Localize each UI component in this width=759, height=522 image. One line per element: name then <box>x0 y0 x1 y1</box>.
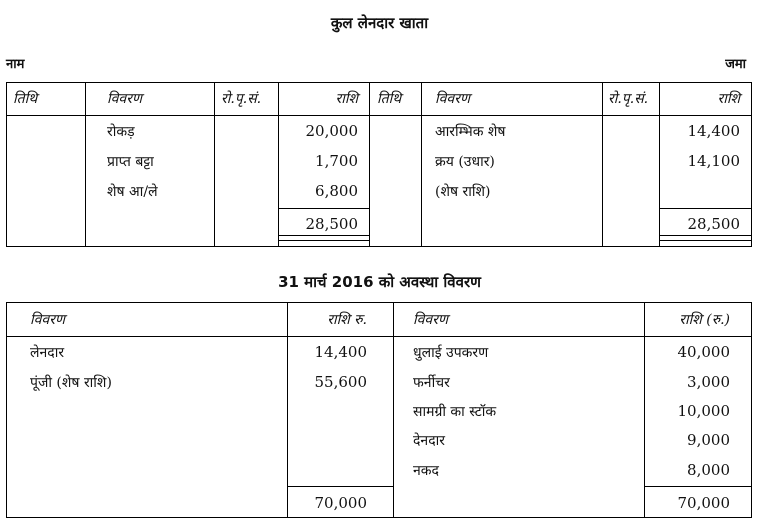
ledger-title: कुल लेनदार खाता <box>330 14 429 32</box>
assets-total: 70,000 <box>677 494 730 512</box>
header-date-credit: तिथि <box>377 91 402 107</box>
liability-amount: 14,400 <box>314 343 367 361</box>
credit-row-particulars: आरम्भिक शेष <box>435 124 506 140</box>
header-amount-credit: राशि <box>717 91 740 107</box>
debit-row-particulars: रोकड़ <box>107 124 135 140</box>
asset-amount: 8,000 <box>687 461 730 479</box>
debit-row-particulars: शेष आ/ले <box>107 184 158 200</box>
liability-particulars: पूंजी (शेष राशि) <box>30 375 112 391</box>
balance-sheet-title: 31 मार्च 2016 को अवस्था विवरण <box>278 273 481 291</box>
liabilities-total: 70,000 <box>314 494 367 512</box>
credit-row-particulars: (शेष राशि) <box>435 184 491 200</box>
header-liab-amount: राशि रु. <box>327 312 367 328</box>
asset-particulars: फर्नीचर <box>413 375 450 391</box>
debit-row-amount: 20,000 <box>305 122 358 140</box>
credit-row-amount: 14,100 <box>687 152 740 170</box>
debit-row-amount: 1,700 <box>315 152 358 170</box>
header-date-debit: तिथि <box>13 91 38 107</box>
header-folio-credit: रो.पृ.सं. <box>608 91 649 107</box>
asset-amount: 40,000 <box>677 343 730 361</box>
header-particulars-credit: विवरण <box>435 91 471 107</box>
asset-amount: 9,000 <box>687 431 730 449</box>
credit-row-amount: 14,400 <box>687 122 740 140</box>
header-amount-debit: राशि <box>335 91 358 107</box>
header-asset-amount: राशि (रु.) <box>679 312 730 328</box>
asset-particulars: सामग्री का स्टॉक <box>413 404 497 420</box>
credit-total: 28,500 <box>687 215 740 233</box>
header-asset-particulars: विवरण <box>413 312 449 328</box>
header-folio-debit: रो.पृ.सं. <box>221 91 262 107</box>
credit-side-label: जमा <box>725 57 746 72</box>
debit-side-label: नाम <box>6 57 25 72</box>
liability-amount: 55,600 <box>314 373 367 391</box>
debit-row-particulars: प्राप्त बट्टा <box>107 154 154 170</box>
credit-row-particulars: क्रय (उधार) <box>435 154 495 170</box>
liability-particulars: लेनदार <box>30 345 65 361</box>
asset-particulars: धुलाई उपकरण <box>413 345 489 361</box>
header-liab-particulars: विवरण <box>30 312 66 328</box>
debit-total: 28,500 <box>305 215 358 233</box>
header-particulars-debit: विवरण <box>107 91 143 107</box>
asset-amount: 10,000 <box>677 402 730 420</box>
debit-row-amount: 6,800 <box>315 182 358 200</box>
asset-amount: 3,000 <box>687 373 730 391</box>
asset-particulars: नकद <box>413 463 439 479</box>
asset-particulars: देनदार <box>413 433 445 449</box>
